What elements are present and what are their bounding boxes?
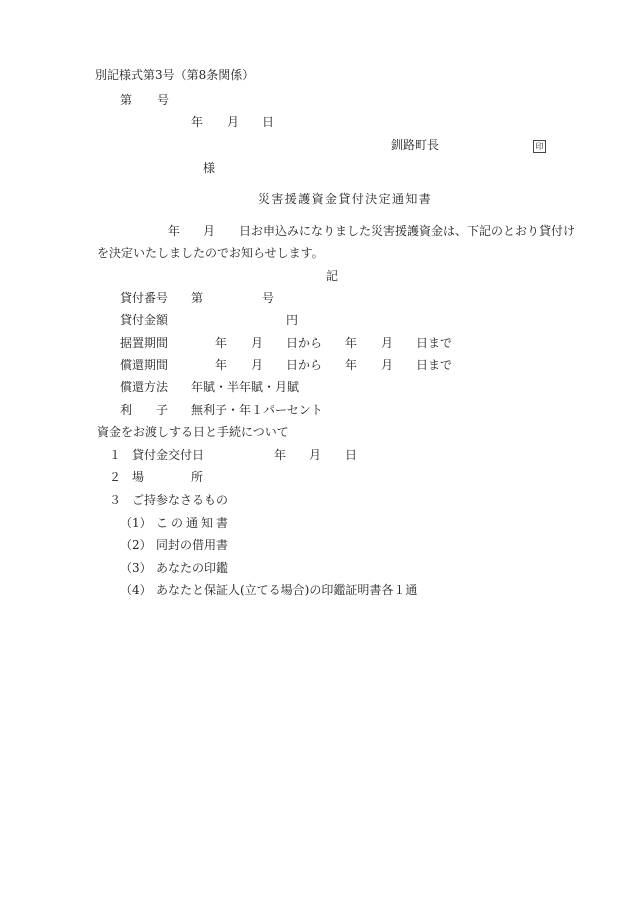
- repay-from-year: 年: [215, 358, 228, 372]
- document-title: 災害援護資金貸付決定通知書: [258, 192, 433, 206]
- loan-number-prefix: 第: [191, 291, 204, 305]
- grace-to-day: 日まで: [416, 336, 453, 350]
- intro-text: 日お申込みになりました災害援護資金は、下記のとおり貸付け: [239, 224, 576, 238]
- interest-value: 無利子・年１パーセント: [191, 403, 323, 417]
- form-label: 別記様式第3号（第8条関係）: [95, 68, 255, 82]
- repay-from-month: 月: [251, 358, 264, 372]
- addressee-suffix: 様: [203, 161, 216, 175]
- repayment-method-value: 年賦・半年賦・月賦: [191, 380, 300, 394]
- delivery-item-num: ２: [109, 470, 122, 484]
- bring-item-num: （4）: [120, 583, 152, 597]
- grace-to-month: 月: [381, 336, 394, 350]
- bring-item-num: （1）: [120, 516, 152, 530]
- date-day: 日: [262, 115, 275, 129]
- intro-month: 月: [203, 224, 216, 238]
- loan-amount-label: 貸付金額: [120, 313, 169, 327]
- interest-label-a: 利: [120, 403, 133, 417]
- repay-to-year: 年: [345, 358, 358, 372]
- date-year: 年: [191, 115, 204, 129]
- place-label-b: 所: [191, 470, 204, 484]
- date-month: 月: [227, 115, 240, 129]
- delivery-item-num: １: [109, 448, 122, 462]
- bring-item-num: （3）: [120, 561, 152, 575]
- seal-mark: [533, 138, 546, 153]
- grace-period-label: 据置期間: [120, 336, 169, 350]
- bring-item-text: あなたと保証人(立てる場合)の印鑑証明書各１通: [156, 583, 418, 597]
- bring-item-text: 同封の借用書: [156, 538, 229, 552]
- bring-item-text: この通知書: [156, 516, 232, 530]
- delivery-date-day: 日: [345, 448, 358, 462]
- loan-number-suffix: 号: [262, 291, 275, 305]
- repay-from-day: 日から: [286, 358, 323, 372]
- delivery-date-label: 貸付金交付日: [132, 448, 205, 462]
- repayment-method-label: 償還方法: [120, 380, 169, 394]
- number-prefix: 第: [120, 93, 133, 107]
- grace-from-month: 月: [251, 336, 264, 350]
- place-label-a: 場: [132, 470, 145, 484]
- bring-item-num: （2）: [120, 538, 152, 552]
- issuer: 釧路町長: [391, 138, 440, 152]
- bring-item-text: あなたの印鑑: [156, 561, 229, 575]
- ki-heading: 記: [326, 269, 339, 283]
- intro-year: 年: [168, 224, 181, 238]
- delivery-heading: 資金をお渡しする日と手続について: [97, 425, 289, 439]
- grace-to-year: 年: [345, 336, 358, 350]
- delivery-date-year: 年: [274, 448, 287, 462]
- repayment-period-label: 償還期間: [120, 358, 169, 372]
- items-to-bring-label: ご持参なさるもの: [132, 493, 229, 507]
- interest-label-b: 子: [156, 403, 169, 417]
- intro-text-line2: を決定いたしましたのでお知らせします。: [97, 246, 324, 260]
- delivery-date-month: 月: [309, 448, 322, 462]
- loan-amount-unit: 円: [286, 313, 299, 327]
- delivery-item-num: ３: [109, 493, 122, 507]
- grace-from-day: 日から: [286, 336, 323, 350]
- repay-to-day: 日まで: [416, 358, 453, 372]
- number-suffix: 号: [157, 93, 170, 107]
- grace-from-year: 年: [215, 336, 228, 350]
- seal-stamp-icon: 印: [533, 140, 546, 153]
- loan-number-label: 貸付番号: [120, 291, 169, 305]
- repay-to-month: 月: [381, 358, 394, 372]
